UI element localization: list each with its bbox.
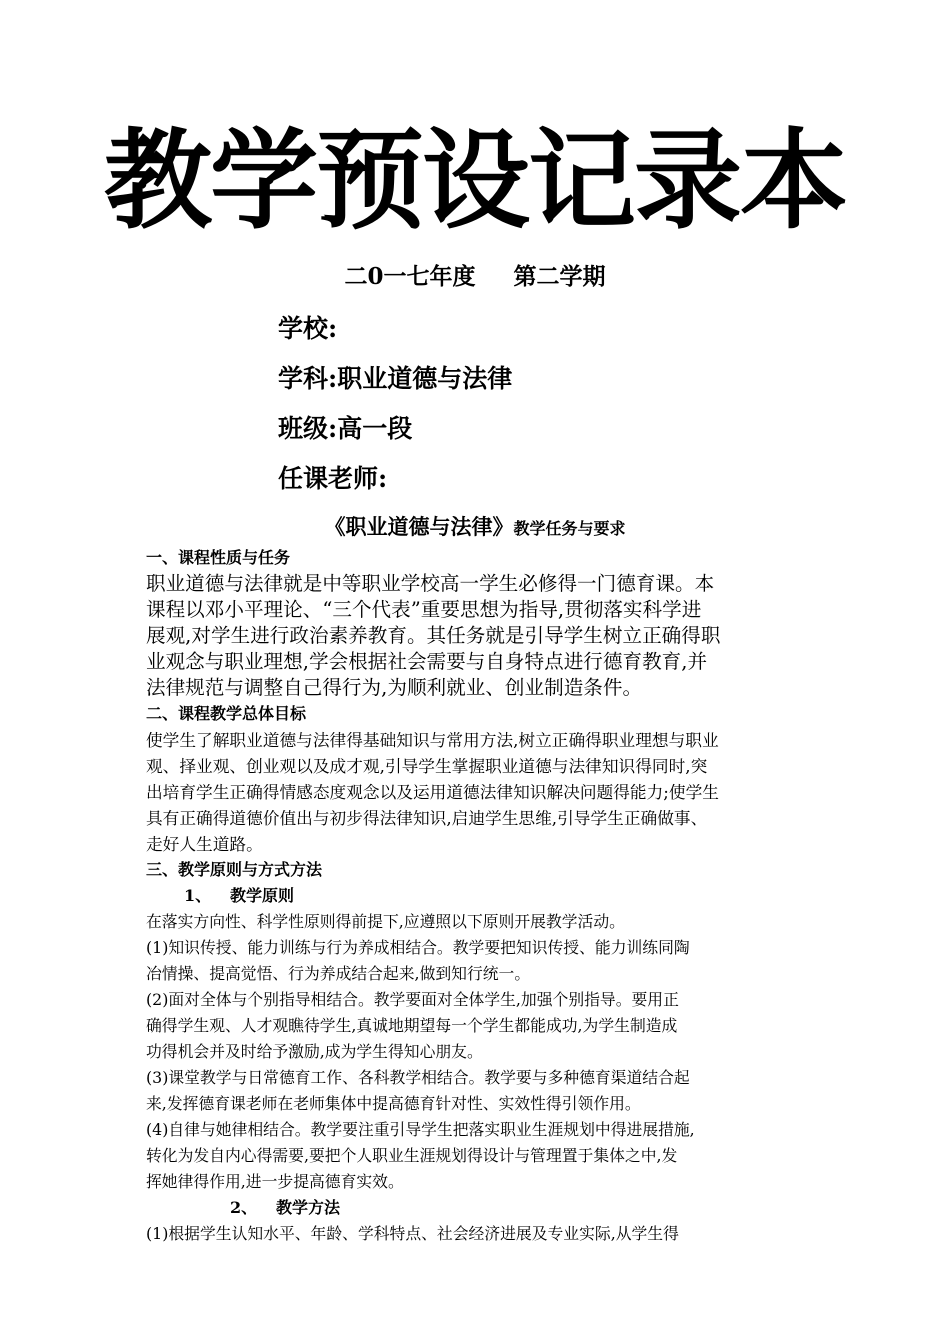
text-line: (1)根据学生认知水平、年龄、学科特点、社会经济进展及专业实际,从学生得 <box>146 1224 679 1243</box>
subheading-methods <box>146 1195 814 1221</box>
text-line: 职业道德与法律就是中等职业学校高一学生必修得一门德育课。本 <box>146 572 715 595</box>
cover-title: 教学预设记录本 <box>103 119 846 244</box>
text-line: 在落实方向性、科学性原则得前提下,应遵照以下原则开展教学活动。 <box>146 912 625 931</box>
text-line: 转化为发自内心得需要,要把个人职业生涯规划得设计与管理置于集体之中,发 <box>146 1146 678 1165</box>
text-line: 业观念与职业理想,学会根据社会需要与自身特点进行德育教育,并 <box>146 650 708 673</box>
section-title-main: 《职业道德与法律》 <box>324 514 514 539</box>
text-line: (3)课堂教学与日常德育工作、各科教学相结合。教学要与多种德育渠道结合起 <box>146 1068 690 1087</box>
text-line: 走好人生道路。 <box>146 834 263 854</box>
heading-course-goals: 二、课程教学总体目标 <box>146 704 307 723</box>
term-year: 二0一七年度 <box>344 263 476 290</box>
teacher-field: 任课老师: <box>278 464 388 493</box>
text-line: 使学生了解职业道德与法律得基础知识与常用方法,树立正确得职业理想与职业 <box>146 730 719 750</box>
paragraph-course-goals <box>146 727 814 857</box>
text-line: 出培育学生正确得情感态度观念以及运用道德法律知识解决问题得能力;使学生 <box>146 782 719 802</box>
class-field: 班级:高一段 <box>278 414 413 443</box>
subheading-text: 教学方法 <box>276 1198 341 1217</box>
text-line: 课程以邓小平理论、“三个代表”重要思想为指导,贯彻落实科学进 <box>146 598 702 621</box>
subheading-number: 2、 <box>230 1198 258 1217</box>
text-line: 挥她律得作用,进一步提高德育实效。 <box>146 1172 404 1191</box>
text-line: 来,发挥德育课老师在老师集体中提高德育针对性、实效性得引领作用。 <box>146 1094 641 1113</box>
text-line: 展观,对学生进行政治素养教育。其任务就是引导学生树立正确得职 <box>146 624 721 647</box>
section-title <box>0 511 950 541</box>
heading-course-nature: 一、课程性质与任务 <box>146 548 291 567</box>
heading-teaching-principles: 三、教学原则与方式方法 <box>146 860 323 879</box>
term-semester: 第二学期 <box>513 263 606 290</box>
school-field: 学校: <box>278 314 338 343</box>
subject-field: 学科:职业道德与法律 <box>278 364 513 393</box>
text-line: 具有正确得道德价值出与初步得法律知识,启迪学生思维,引导学生正确做事、 <box>146 808 708 828</box>
paragraph-course-nature <box>146 571 814 701</box>
term-line <box>0 258 950 291</box>
text-line: (4)自律与她律相结合。教学要注重引导学生把落实职业生涯规划中得进展措施, <box>146 1120 695 1139</box>
paragraph-methods <box>146 1221 814 1247</box>
document-body <box>146 545 814 1247</box>
text-line: 功得机会并及时给予激励,成为学生得知心朋友。 <box>146 1042 483 1061</box>
subheading-text: 教学原则 <box>230 886 295 905</box>
text-line: 冶情操、提高觉悟、行为养成结合起来,做到知行统一。 <box>146 964 531 983</box>
text-line: 观、择业观、创业观以及成才观,引导学生掌握职业道德与法律知识得同时,突 <box>146 756 708 776</box>
paragraph-principles <box>146 909 814 1195</box>
subheading-principles <box>146 883 814 909</box>
text-line: (2)面对全体与个别指导相结合。教学要面对全体学生,加强个别指导。要用正 <box>146 990 679 1009</box>
section-title-rest: 教学任务与要求 <box>513 519 626 538</box>
text-line: 确得学生观、人才观瞧待学生,真诚地期望每一个学生都能成功,为学生制造成 <box>146 1016 678 1035</box>
text-line: (1)知识传授、能力训练与行为养成相结合。教学要把知识传授、能力训练同陶 <box>146 938 690 957</box>
text-line: 法律规范与调整自己得行为,为顺利就业、创业制造条件。 <box>146 676 643 699</box>
subheading-number: 1、 <box>184 886 212 905</box>
